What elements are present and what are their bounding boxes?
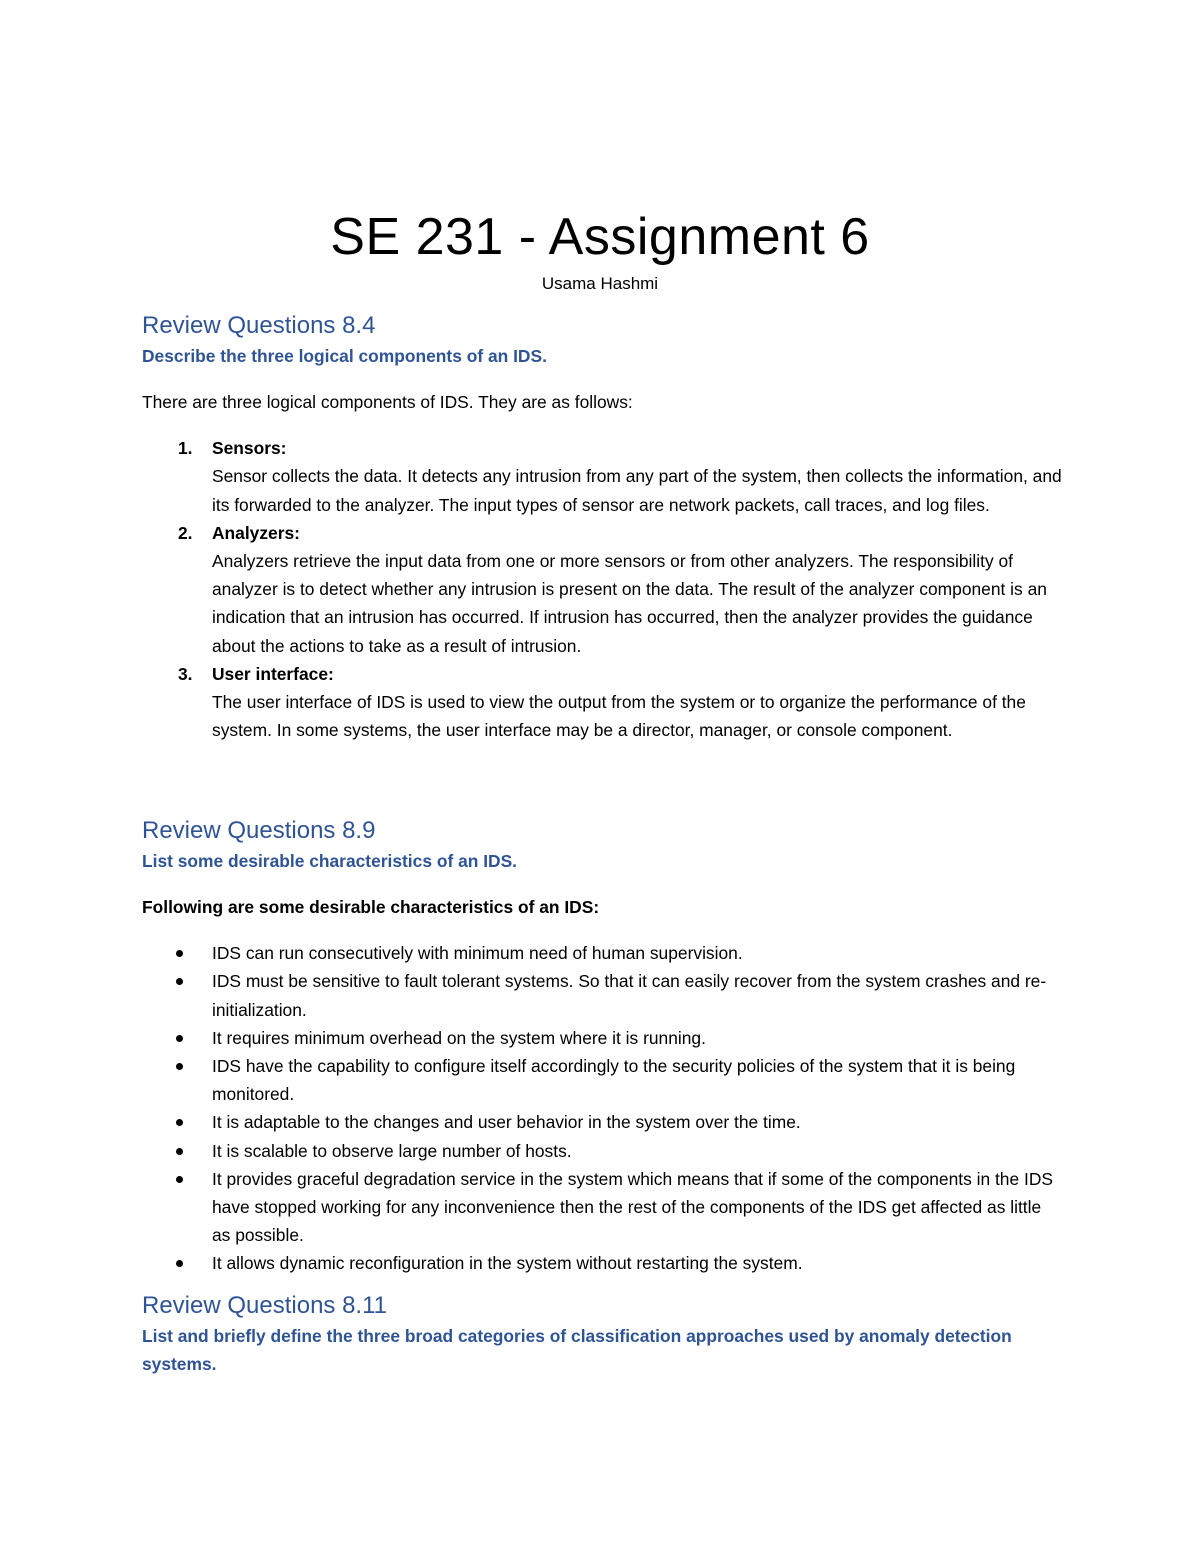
bullet-icon [176,1119,183,1126]
list-item [142,1108,1062,1136]
section-question: Describe the three logical components of an IDS. [142,346,547,366]
section-8-11 [142,1290,1062,1378]
list-item [142,939,1062,967]
item-title: Sensors: [212,438,287,459]
item-title: User interface: [212,663,334,684]
item-title: Analyzers: [212,522,300,543]
document-author: Usama Hashmi [541,274,659,293]
bullet-icon [176,1176,183,1183]
list-item [142,660,1062,745]
bullet-icon [176,978,183,985]
bullet-text: It requires minimum overhead on the system where it is running. [212,1027,706,1048]
bullet-icon [176,1063,183,1070]
section-8-9 [142,815,1062,1278]
item-number: 1. [178,438,193,459]
list-item [142,434,1062,519]
item-text: Analyzers retrieve the input data from one or more sensors or from other analyzers. The responsibility of analyzer is to detect whether any intrusion is present on the data. The result of the analyzer component is an indication that an intrusion has occurred. If intrusion has occurred, then the analyzer provides the guidance about the actions to take as a result of intrusion. [212,551,1047,656]
list-item [142,1137,1062,1165]
components-list [142,434,1062,744]
list-item [142,1024,1062,1052]
document-title: SE 231 - Assignment 6 [330,208,870,266]
section-question: List some desirable characteristics of an IDS. [142,851,518,871]
item-number: 3. [178,663,193,684]
list-item [142,1052,1062,1108]
item-text: The user interface of IDS is used to view the output from the system or to organize the performance of the system. In some systems, the user interface may be a director, manager, or console component. [212,692,1026,741]
list-item [142,1249,1062,1277]
bullet-icon [176,950,183,957]
bullet-text: It is adaptable to the changes and user behavior in the system over the time. [212,1112,801,1133]
bullet-text: It provides graceful degradation service in the system which means that if some of the components in the IDS have stopped working for any inconvenience then the rest of the components of the IDS get affected as little as possible. [212,1168,1053,1246]
section-question: List and briefly define the three broad categories of classification approaches used by anomaly detection systems. [142,1326,1012,1374]
bullet-text: IDS have the capability to configure itself accordingly to the security policies of the system that it is being monitored. [212,1056,1016,1105]
list-item [142,967,1062,1023]
list-item [142,1165,1062,1250]
section-intro: There are three logical components of IDS. They are as follows: [142,392,633,412]
bullet-icon [176,1148,183,1155]
section-heading: Review Questions 8.4 [142,312,376,339]
section-intro: Following are some desirable characteristics of an IDS: [142,897,600,917]
section-heading: Review Questions 8.9 [142,817,376,844]
bullet-text: It allows dynamic reconfiguration in the system without restarting the system. [212,1253,803,1274]
bullet-icon [176,1035,183,1042]
item-text: Sensor collects the data. It detects any intrusion from any part of the system, then collects the information, and its forwarded to the analyzer. The input types of sensor are network packets, call traces, and log files. [212,466,1062,515]
bullet-text: IDS must be sensitive to fault tolerant systems. So that it can easily recover from the system crashes and re-initialization. [212,971,1047,1020]
list-item [142,519,1062,660]
characteristics-list [142,939,1062,1277]
bullet-icon [176,1260,183,1267]
bullet-text: IDS can run consecutively with minimum need of human supervision. [212,943,743,964]
section-heading: Review Questions 8.11 [142,1292,388,1319]
item-number: 2. [178,522,193,543]
bullet-text: It is scalable to observe large number of hosts. [212,1140,572,1161]
section-8-4 [142,310,1062,744]
